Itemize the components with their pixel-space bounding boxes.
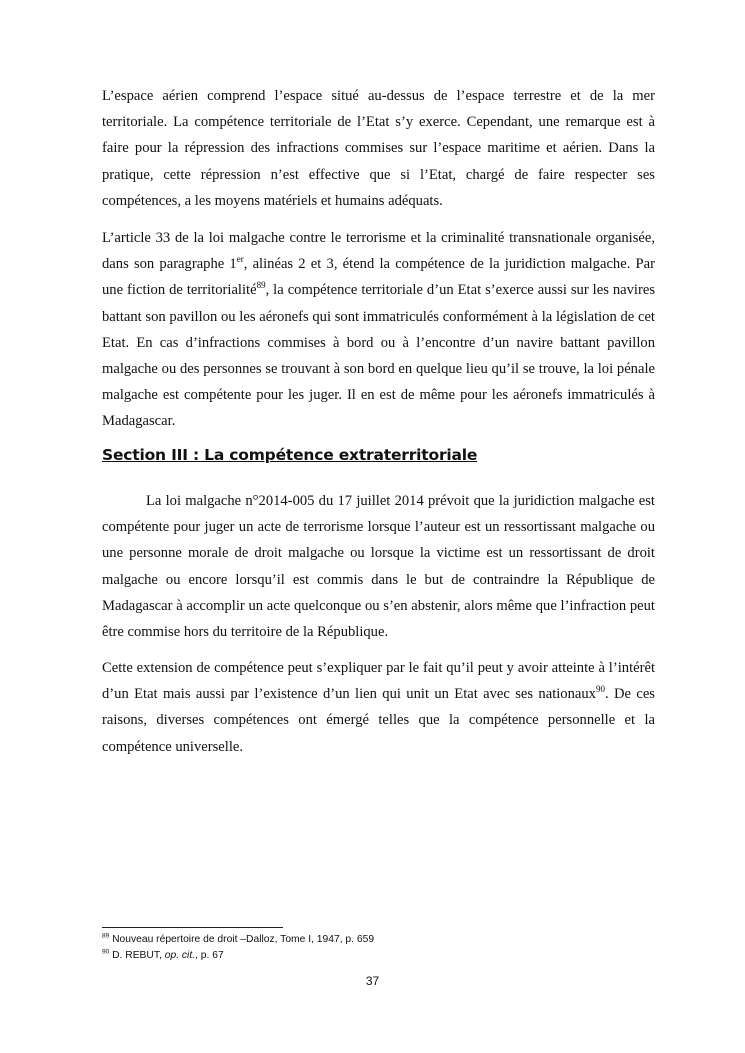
footnote-text: Nouveau répertoire de droit –Dalloz, Tome I, 1947, p. 659 bbox=[109, 934, 375, 945]
footnote-text: , p. 67 bbox=[195, 950, 224, 961]
paragraph-airspace: L’espace aérien comprend l’espace situé au-dessus de l’espace terrestre et de la mer territoriale. La compétence territoriale de l’Etat s’y exerce. Cependant, une remarque est à faire pour la répression des infractions commises sur l’espace maritime et aérien. Dans la pratique, cette répression n’est effective que si l’Etat, chargé de faire respecter ses compétences, a les moyens matériels et humains adéquats. bbox=[102, 88, 655, 209]
footnote-90 bbox=[102, 950, 224, 961]
paragraph-text: Cette extension de compétence peut s’expliquer par le fait qu’il peut y avoir atteinte à l’intérêt d’un Etat mais aussi par l’existence d’un lien qui unit un Etat avec ses nationaux bbox=[102, 660, 655, 703]
paragraph-text: . De ces raisons, diverses compétences ont émergé telles que la compétence personnelle et la compétence universelle. bbox=[102, 686, 655, 755]
footnote-ref-89[interactable]: 89 bbox=[256, 280, 266, 291]
section-heading: Section III : La compétence extraterritoriale bbox=[102, 446, 478, 464]
paragraph-extension bbox=[102, 655, 655, 760]
footnote-89 bbox=[102, 934, 374, 945]
page-number: 37 bbox=[365, 974, 380, 988]
paragraph-law-2014-005: La loi malgache n°2014-005 du 17 juillet 2014 prévoit que la juridiction malgache est compétente pour juger un acte de terrorisme lorsque l’auteur est un ressortissant malgache ou une personne morale de droit malgache ou lorsque la victime est un ressortissant de droit malgache ou encore lorsqu’il est commis dans le but de contraindre la République de Madagascar à accomplir un acte quelconque ou s’en abstenir, alors même que l’infraction peut être commise hors du territoire de la République. bbox=[102, 493, 655, 641]
paragraph-text: , la compétence territoriale d’un Etat s’exerce aussi sur les navires battant son pavillon ou les aéronefs qui sont immatriculés conformément à la législation de cet Etat. En cas d’infractions commises à bord ou à l’encontre d’un navire battant pavillon malgache ou des personnes se trouvant à son bord en quelque lieu qu’il se trouve, la loi pénale malgache est compétente pour les juger. Il en est de même pour les aéronefs immatriculés à Madagascar. bbox=[102, 282, 655, 430]
footnote-italic-text: op. cit. bbox=[164, 950, 196, 961]
paragraph-text: L’article 33 de la loi malgache contre le terrorisme et la criminalité transnationale organisée, dans son paragraphe 1 bbox=[102, 230, 655, 273]
footnote-number: 90 bbox=[102, 948, 110, 956]
paragraph-article-33 bbox=[102, 225, 655, 435]
footnote-divider bbox=[102, 927, 283, 928]
footnote-ref-90[interactable]: 90 bbox=[595, 684, 605, 695]
footnote-number: 89 bbox=[102, 932, 110, 940]
superscript-er: er bbox=[236, 254, 244, 265]
paragraph-text: , alinéas 2 et 3, étend la compétence de la juridiction malgache. Par une fiction de territorialité bbox=[102, 256, 655, 299]
footnote-text: D. REBUT, bbox=[109, 950, 165, 961]
